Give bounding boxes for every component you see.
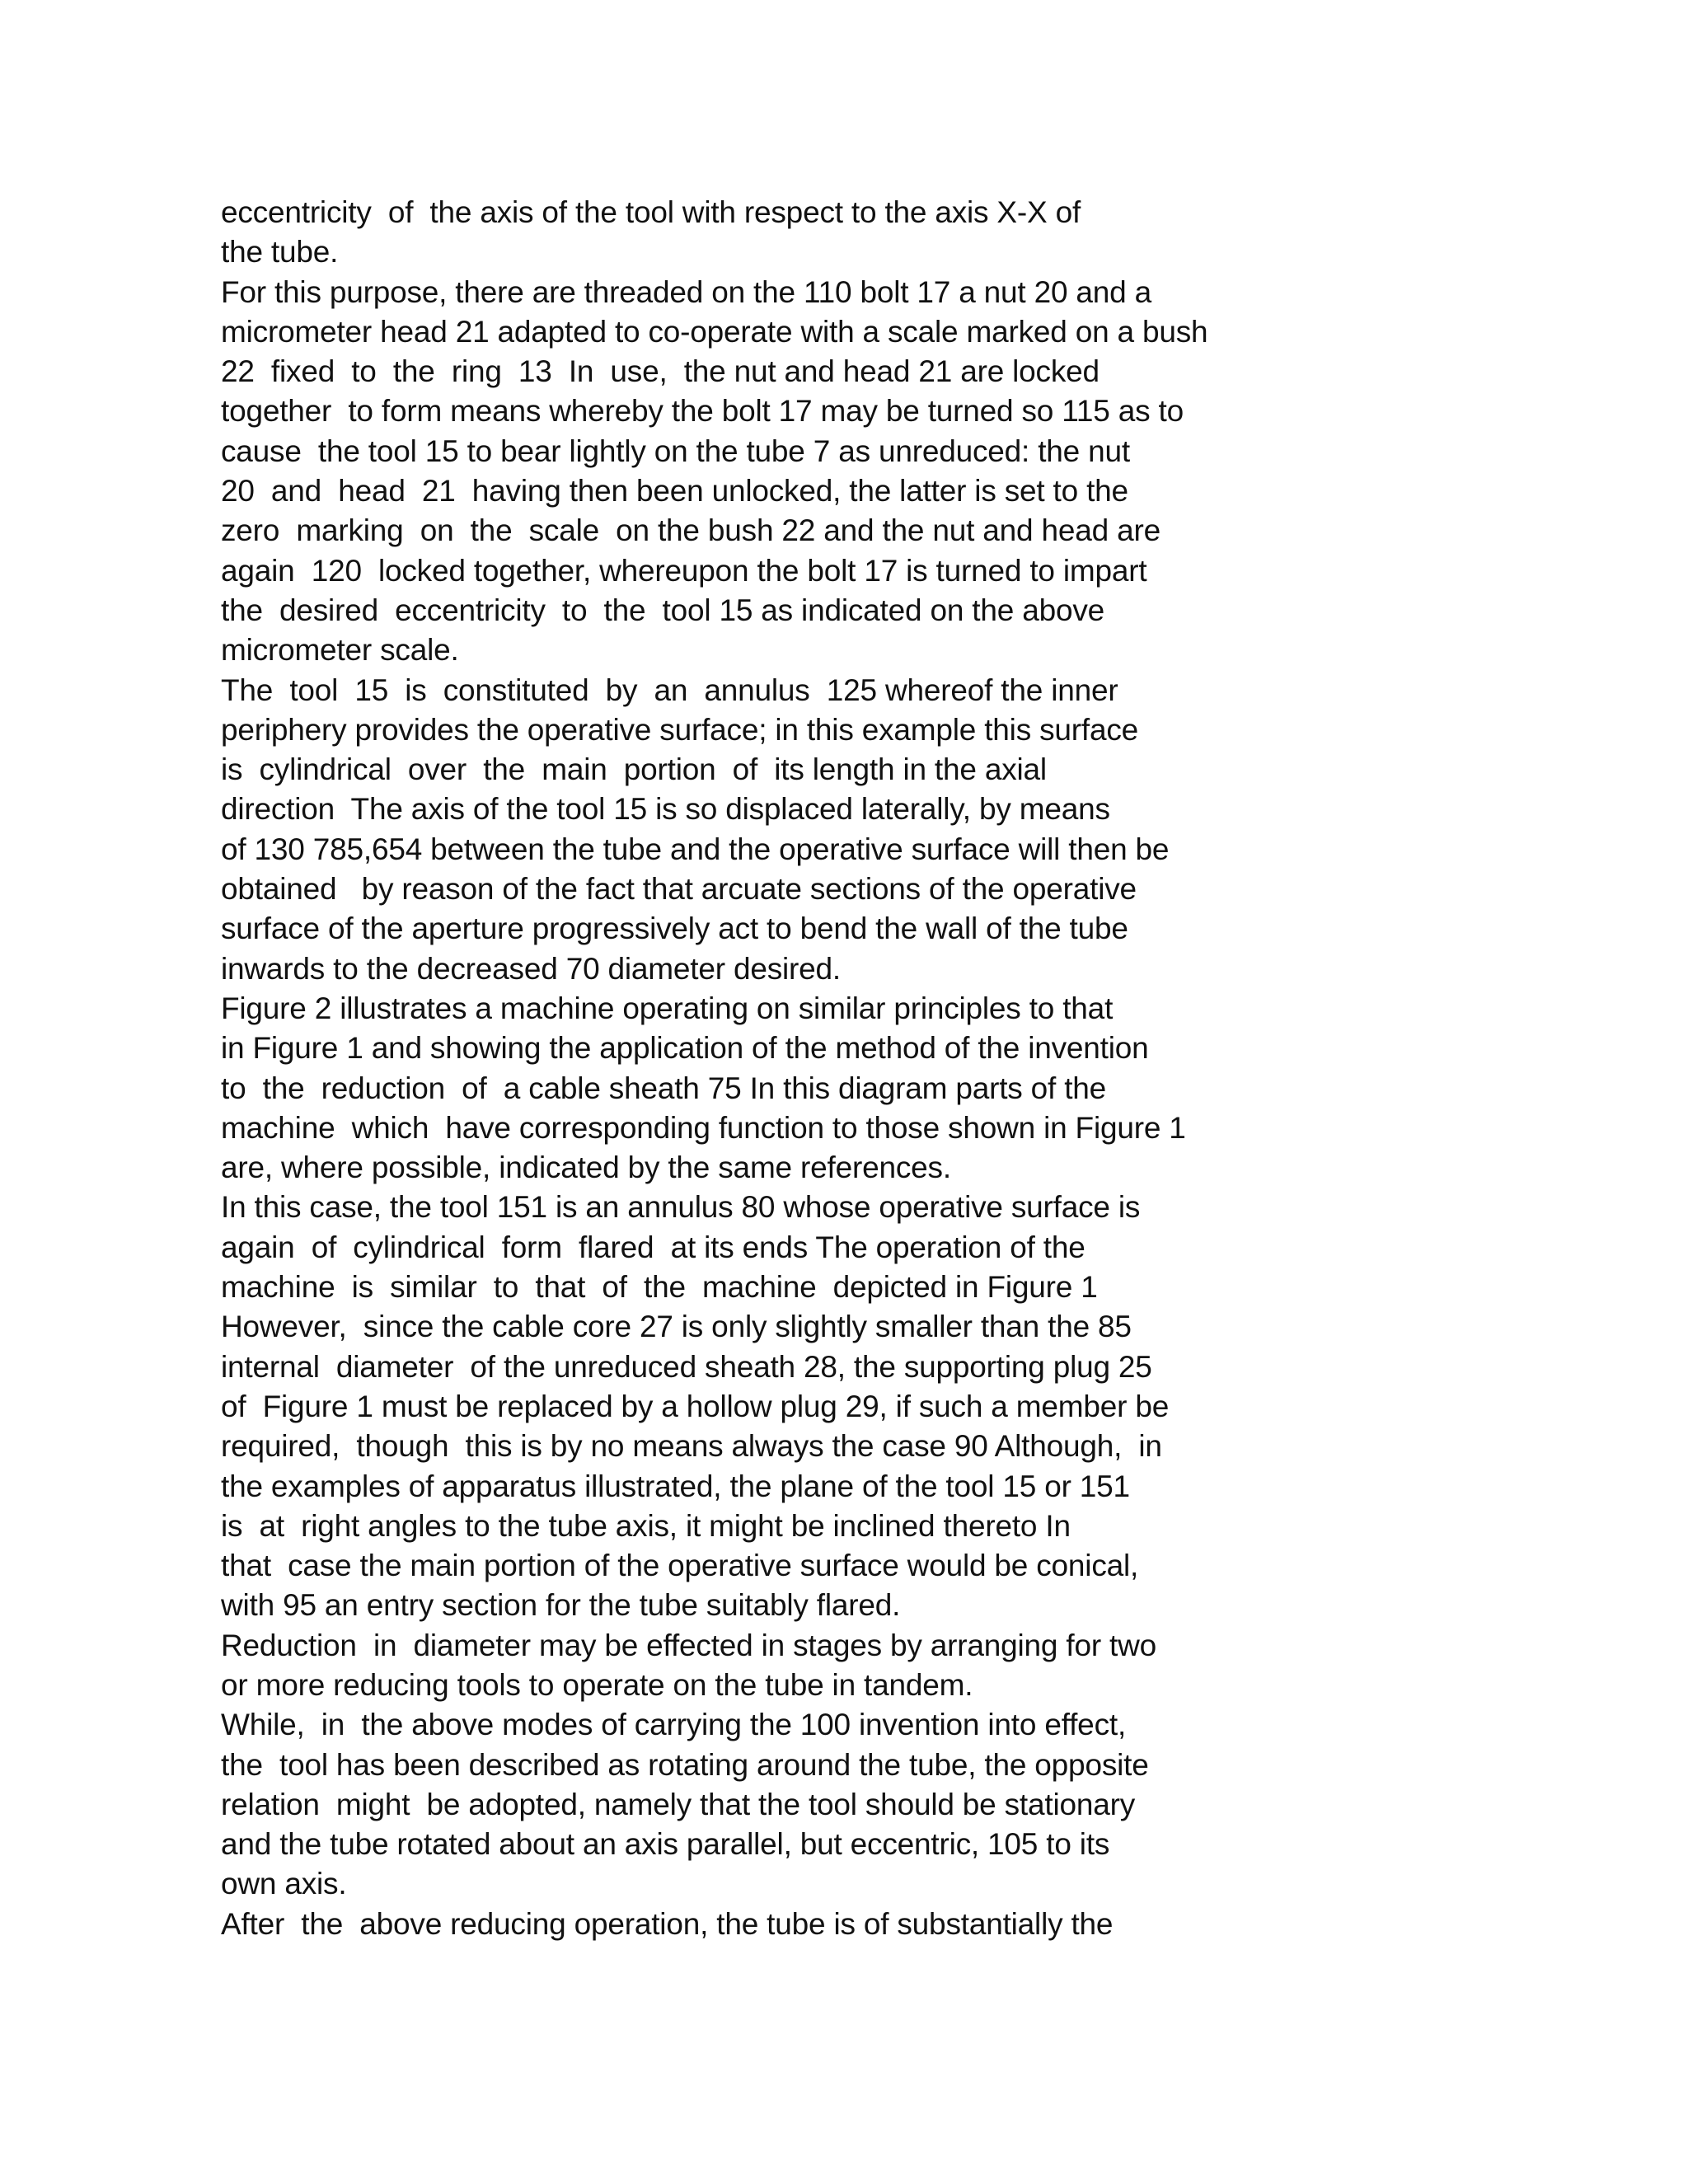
text-line: direction The axis of the tool 15 is so displaced laterally, by means xyxy=(221,792,1110,827)
text-line: that case the main portion of the operative surface would be conical, xyxy=(221,1549,1139,1583)
text-line: obtained by reason of the fact that arcuate sections of the operative xyxy=(221,872,1137,907)
text-line: Figure 2 illustrates a machine operating on similar principles to that xyxy=(221,991,1114,1025)
text-line: required, though this is by no means always the case 90 Although, in xyxy=(221,1429,1162,1464)
text-line: However, since the cable core 27 is only slightly smaller than the 85 xyxy=(221,1310,1132,1344)
text-line: For this purpose, there are threaded on the 110 bolt 17 a nut 20 and a xyxy=(221,274,1152,309)
text-line: In this case, the tool 151 is an annulus 80 whose operative surface is xyxy=(221,1190,1141,1225)
text-line: periphery provides the operative surface; in this example this surface xyxy=(221,712,1139,747)
text-line: are, where possible, indicated by the same references. xyxy=(221,1151,951,1185)
text-line: own axis. xyxy=(221,1867,347,1901)
text-line: in Figure 1 and showing the application of the method of the invention xyxy=(221,1031,1149,1066)
text-line: again 120 locked together, whereupon the bolt 17 is turned to impart xyxy=(221,553,1147,588)
text-line: machine which have corresponding function to those shown in Figure 1 xyxy=(221,1110,1186,1145)
text-line: together to form means whereby the bolt 17 may be turned so 115 as to xyxy=(221,394,1184,429)
text-line: inwards to the decreased 70 diameter desired. xyxy=(221,951,841,986)
text-line: of Figure 1 must be replaced by a hollow plug 29, if such a member be xyxy=(221,1389,1170,1423)
text-line: machine is similar to that of the machine depicted in Figure 1 xyxy=(221,1270,1098,1305)
text-line: 20 and head 21 having then been unlocked, the latter is set to the xyxy=(221,474,1128,509)
text-line: is cylindrical over the main portion of its length in the axial xyxy=(221,752,1047,787)
text-line: micrometer scale. xyxy=(221,633,459,668)
text-line: After the above reducing operation, the tube is of substantially the xyxy=(221,1906,1114,1941)
text-line: the tool has been described as rotating around the tube, the opposite xyxy=(221,1747,1149,1782)
text-line: zero marking on the scale on the bush 22 and the nut and head are xyxy=(221,513,1160,548)
text-line: 22 fixed to the ring 13 In use, the nut and head 21 are locked xyxy=(221,354,1100,389)
text-line: the tube. xyxy=(221,235,339,269)
text-line: The tool 15 is constituted by an annulus 125 whereof the inner xyxy=(221,673,1118,707)
text-line: of 130 785,654 between the tube and the operative surface will then be xyxy=(221,832,1170,866)
text-line: internal diameter of the unreduced sheath 28, the supporting plug 25 xyxy=(221,1349,1152,1384)
text-line: relation might be adopted, namely that the tool should be stationary xyxy=(221,1787,1136,1821)
text-line: micrometer head 21 adapted to co-operate with a scale marked on a bush xyxy=(221,314,1208,349)
text-line: eccentricity of the axis of the tool with respect to the axis X-X of xyxy=(221,195,1081,229)
text-line: or more reducing tools to operate on the tube in tandem. xyxy=(221,1667,973,1702)
body-text xyxy=(221,193,1507,1944)
text-line: the examples of apparatus illustrated, the plane of the tool 15 or 151 xyxy=(221,1469,1130,1503)
text-line: Reduction in diameter may be effected in stages by arranging for two xyxy=(221,1628,1157,1662)
text-line: cause the tool 15 to bear lightly on the tube 7 as unreduced: the nut xyxy=(221,434,1130,468)
text-line: and the tube rotated about an axis parallel, but eccentric, 105 to its xyxy=(221,1827,1110,1862)
text-line: with 95 an entry section for the tube suitably flared. xyxy=(221,1588,901,1623)
text-line: to the reduction of a cable sheath 75 In this diagram parts of the xyxy=(221,1071,1107,1105)
text-line: is at right angles to the tube axis, it might be inclined thereto In xyxy=(221,1508,1071,1543)
text-line: surface of the aperture progressively act to bend the wall of the tube xyxy=(221,912,1128,946)
text-line: again of cylindrical form flared at its ends The operation of the xyxy=(221,1230,1085,1264)
text-line: the desired eccentricity to the tool 15 as indicated on the above xyxy=(221,593,1105,627)
text-line: While, in the above modes of carrying the 100 invention into effect, xyxy=(221,1708,1127,1742)
